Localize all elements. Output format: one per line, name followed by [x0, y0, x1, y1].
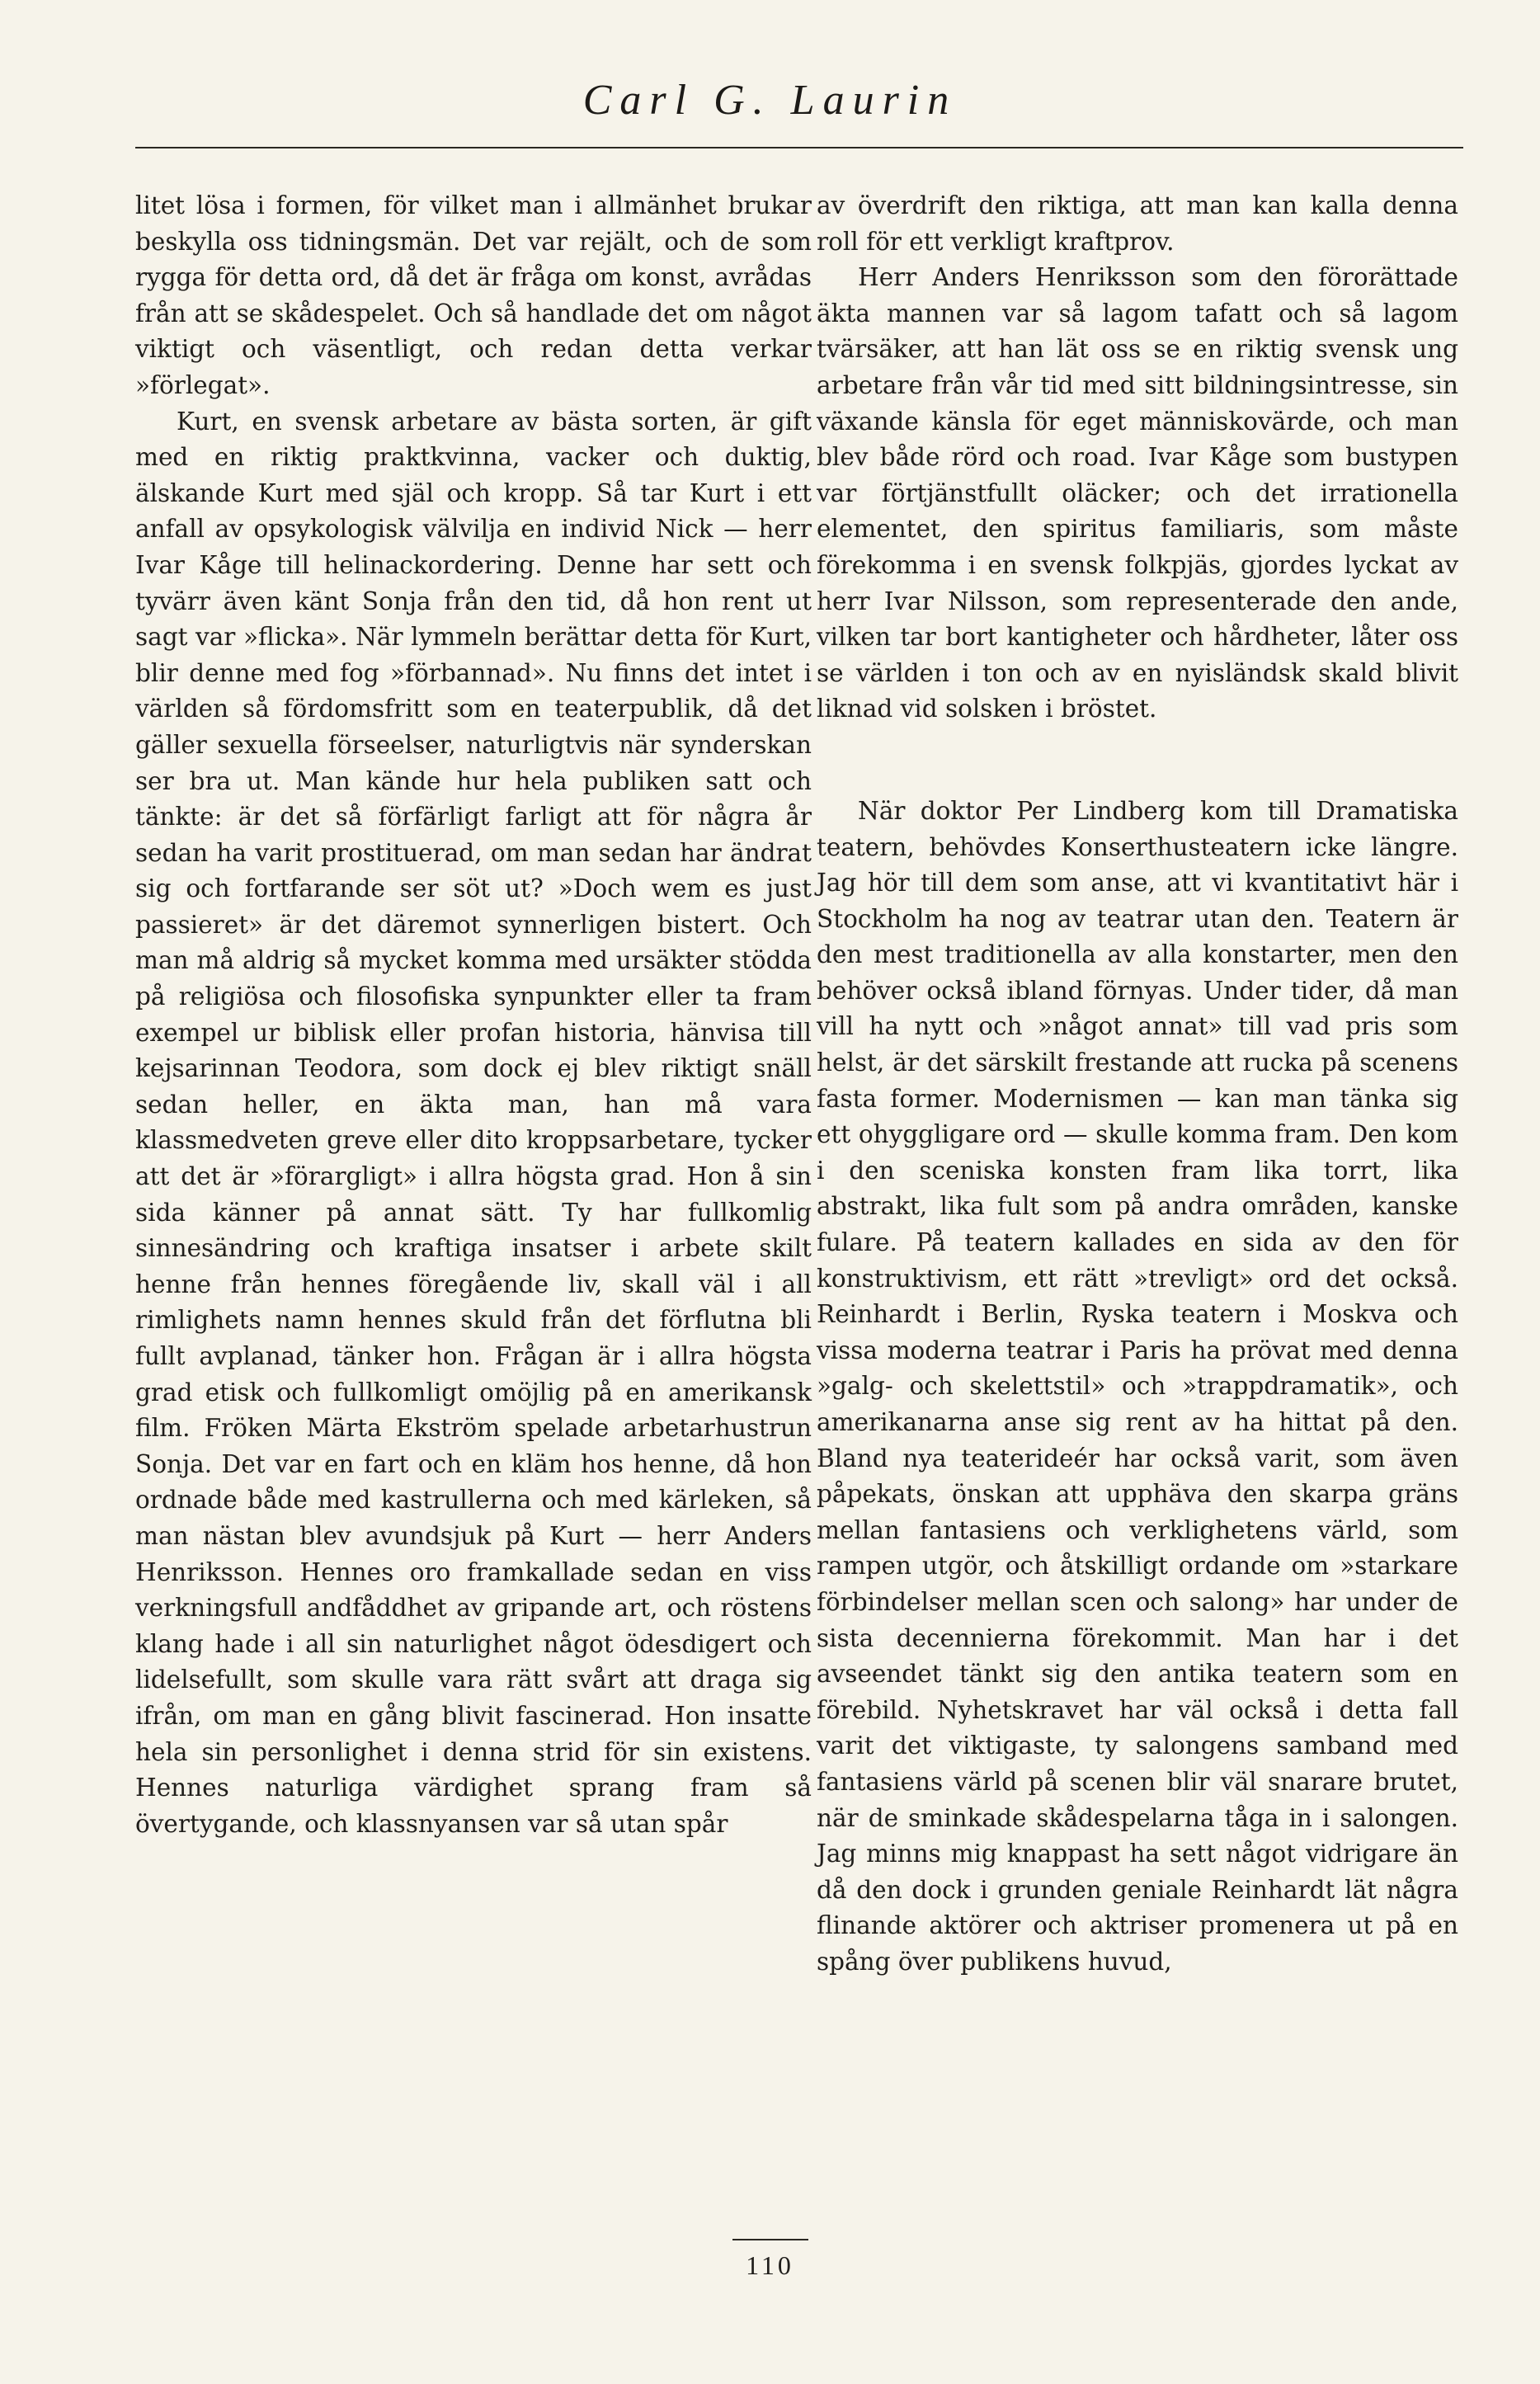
section-gap: [817, 728, 1458, 794]
right-column: [817, 188, 1458, 1981]
left-paragraph-2: Kurt, en svensk arbetare av bästa sorten, är gift med en riktig praktkvinna, vacker och duktig, älskande Kurt med själ och kropp. Så tar Kurt i ett anfall av opsykologisk välvilja en individ Nick — herr Ivar Kåge till helinackordering. Denne har sett och tyvärr även känt Sonja från den tid, då hon rent ut sagt var »flicka». När lymmeln berättar detta för Kurt, blir denne med fog »förbannad». Nu finns det intet i världen så fördomsfritt som en teaterpublik, då det gäller sexuella förseelser, naturligtvis när synderskan ser bra ut. Man kände hur hela publiken satt och tänkte: är det så förfärligt farligt att för några år sedan ha varit prostituerad, om man sedan har ändrat sig och fortfarande ser söt ut? »Doch wem es just passieret» är det däremot synnerligen bistert. Och man må aldrig så mycket komma med ursäkter stödda på religiösa och filosofiska synpunkter eller ta fram exempel ur biblisk eller profan historia, hänvisa till kejsarinnan Teodora, som dock ej blev riktigt snäll sedan heller, en äkta man, han må vara klassmedveten greve eller dito kroppsarbetare, tycker att det är »förargligt» i allra högsta grad. Hon å sin sida känner på annat sätt. Ty har fullkomlig sinnesändring och kraftiga insatser i arbete skilt henne från hennes föregående liv, skall väl i all rimlighets namn hennes skuld från det förflutna bli fullt avplanad, tänker hon. Frågan är i allra högsta grad etisk och fullkomligt omöjlig på en amerikansk film. Fröken Märta Ekström spelade arbetarhustrun Sonja. Det var en fart och en kläm hos henne, då hon ordnade både med kastrullerna och med kärleken, så man nästan blev avundsjuk på Kurt — herr Anders Henriksson. Hennes oro framkallade sedan en viss verkningsfull andfåddhet av gripande art, och röstens klang hade i all sin naturlighet något ödesdigert och lidelsefullt, som skulle vara rätt svårt att draga sig ifrån, om man en gång blivit fascinerad. Hon insatte hela sin personlighet i denna strid för sin existens. Hennes naturliga värdighet sprang fram så övertygande, och klassnyansen var så utan spår: [135, 407, 812, 1838]
right-paragraph-3: När doktor Per Lindberg kom till Dramatiska teatern, behövdes Konserthusteatern icke längre. Jag hör till dem som anse, att vi kvantitativt här i Stockholm ha nog av teatrar utan den. Teatern är den mest traditionella av alla konstarter, men den behöver också ibland förnyas. Under tider, då man vill ha nytt och »något annat» till vad pris som helst, är det särskilt frestande att rucka på scenens fasta former. Modernismen — kan man tänka sig ett ohyggligare ord — skulle komma fram. Den kom i den sceniska konsten fram lika torrt, lika abstrakt, lika fult som på andra områden, kanske fulare. På teatern kallades en sida av den för konstruktivism, ett rätt »trevligt» ord det också. Reinhardt i Berlin, Ryska teatern i Moskva och vissa moderna teatrar i Paris ha prövat med denna »galg- och skelettstil» och »trappdramatik», och amerikanarna anse sig rent av ha hittat på den. Bland nya teaterideér har också varit, som även påpekats, önskan att upphäva den skarpa gräns mellan fantasiens och verklighetens värld, som rampen utgör, och åtskilligt ordande om »starkare förbindelser mellan scen och salong» har under de sista decennierna förekommit. Man har i det avseendet tänkt sig den antika teatern som en förebild. Nyhetskravet har väl också i detta fall varit det viktigaste, ty salongens samband med fantasiens värld på scenen blir väl snarare brutet, när de sminkade skådespelarna tåga in i salongen. Jag minns mig knappast ha sett något vidrigare än då den dock i grunden geniale Reinhardt lät några flinande aktörer och aktriser promenera ut på en spång över publikens huvud,: [817, 796, 1458, 1976]
left-column: [135, 188, 812, 1842]
left-paragraph-1: litet lösa i formen, för vilket man i allmänhet brukar beskylla oss tidningsmän. Det var rejält, och de som rygga för detta ord, då det är fråga om konst, avrådas från att se skådespelet. Och så handlade det om något viktigt och väsentligt, och redan detta verkar »förlegat».: [135, 191, 812, 399]
right-paragraph-1: av överdrift den riktiga, att man kan kalla denna roll för ett verkligt kraftprov.: [817, 191, 1458, 256]
running-head-author: Carl G. Laurin: [582, 77, 958, 124]
right-paragraph-2: Herr Anders Henriksson som den förorättade äkta mannen var så lagom tafatt och så lagom tvärsäker, att han lät oss se en riktig svensk ung arbetare från vår tid med sitt bildningsintresse, sin växande känsla för eget människovärde, och man blev både rörd och road. Ivar Kåge som bustypen var förtjänstfullt oläcker; och det irrationella elementet, den spiritus familiaris, som måste förekomma i en svensk folkpjäs, gjordes lyckat av herr Ivar Nilsson, som representerade den ande, vilken tar bort kantigheter och hårdheter, låter oss se världen i ton och av en nyisländsk skald blivit liknad vid solsken i bröstet.: [817, 263, 1458, 723]
header-rule: [135, 147, 1463, 148]
footer-rule: [732, 2239, 808, 2240]
page-number: 110: [746, 2250, 794, 2280]
